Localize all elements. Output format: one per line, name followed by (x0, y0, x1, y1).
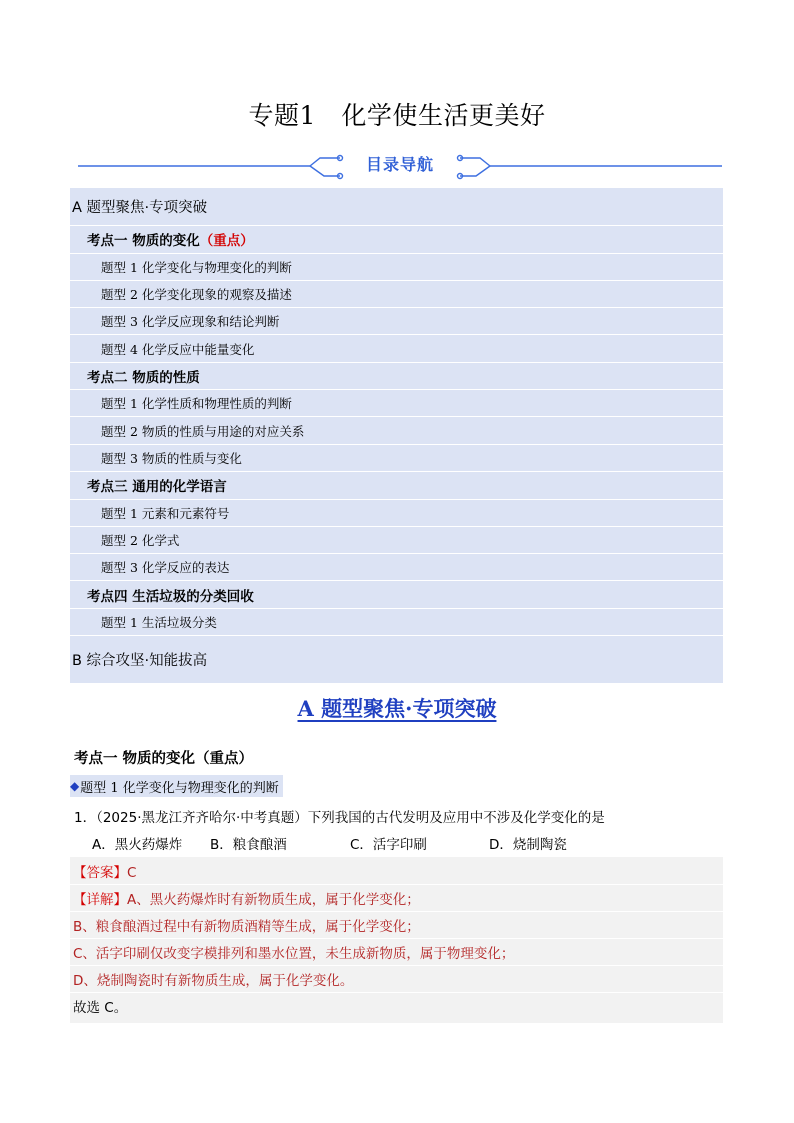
toc-label: 考点一 物质的变化 (87, 233, 200, 250)
toc-tixing[interactable] (70, 281, 723, 308)
toc-label: 题型 1 生活垃圾分类 (101, 615, 217, 631)
answer-line (73, 861, 136, 881)
toc-kaodian[interactable] (70, 582, 723, 610)
detail-line-a: 【详解】A、黑火药爆炸时有新物质生成，属于化学变化； (73, 892, 420, 908)
toc-label: 题型 1 元素和元素符号 (101, 505, 230, 521)
toc-label: 考点四 生活垃圾的分类回收 (87, 588, 254, 605)
toc-label: 题型 1 化学变化与物理变化的判断 (101, 259, 292, 275)
toc-label: 考点二 物质的性质 (87, 369, 200, 386)
option-c: C．活字印刷 (350, 837, 427, 853)
tixing-text: 题型 1 化学变化与物理变化的判断 (80, 780, 279, 796)
toc-tixing[interactable] (70, 500, 723, 527)
diamond-icon: ◆ (70, 779, 80, 793)
toc-section[interactable] (70, 188, 723, 226)
toc-label: B 综合攻坚·知能拔高 (72, 653, 208, 670)
toc-tixing[interactable] (70, 254, 723, 281)
toc-tixing[interactable] (70, 609, 723, 636)
toc-tixing[interactable] (70, 418, 723, 445)
toc-kaodian[interactable] (70, 226, 723, 254)
option-b: B．粮食酿酒 (210, 837, 287, 853)
question-text: 1．（2025·黑龙江齐齐哈尔·中考真题）下列我国的古代发明及应用中不涉及化学变化的是 (74, 810, 605, 826)
toc-section[interactable] (70, 636, 723, 684)
toc-kaodian[interactable] (70, 472, 723, 500)
toc-tixing[interactable] (70, 335, 723, 362)
table-of-contents (70, 188, 723, 684)
toc-highlight: （重点） (199, 233, 254, 250)
toc-label: 考点三 通用的化学语言 (87, 479, 227, 496)
toc-label: 题型 3 物质的性质与变化 (101, 450, 242, 466)
toc-tixing[interactable] (70, 308, 723, 335)
detail-line-d: D、烧制陶瓷时有新物质生成，属于化学变化。 (73, 973, 354, 989)
detail-line-b: B、粮食酿酒过程中有新物质酒精等生成，属于化学变化； (73, 919, 420, 935)
kaodian-heading: 考点一 物质的变化（重点） (74, 751, 254, 767)
answer-box (70, 857, 723, 1023)
toc-label: 题型 2 物质的性质与用途的对应关系 (101, 423, 305, 439)
toc-tixing[interactable] (70, 554, 723, 581)
toc-label: A 题型聚焦·专项突破 (72, 200, 208, 216)
detail-tag: 【详解】 (73, 892, 127, 908)
toc-label: 题型 3 化学反应现象和结论判断 (101, 314, 280, 330)
toc-label: 题型 2 化学式 (101, 533, 180, 549)
page-title: 专题1 化学使生活更美好 (248, 101, 546, 130)
answer-tag: 【答案】 (73, 865, 127, 881)
tixing-label (70, 775, 283, 797)
toc-kaodian[interactable] (70, 363, 723, 391)
toc-tixing[interactable] (70, 527, 723, 554)
option-a: A．黑火药爆炸 (92, 837, 183, 853)
banner-label: 目录导航 (365, 155, 434, 174)
section-heading: A 题型聚焦·专项突破 (297, 696, 497, 721)
detail-line-c: C、活字印刷仅改变字模排列和墨水位置，未生成新物质，属于物理变化； (73, 946, 515, 962)
toc-tixing[interactable] (70, 390, 723, 417)
conclusion-line: 故选 C。 (73, 1000, 128, 1016)
option-d: D．烧制陶瓷 (489, 837, 567, 853)
answer-value: C (127, 865, 137, 881)
toc-label: 题型 1 化学性质和物理性质的判断 (101, 396, 292, 412)
toc-banner (78, 148, 722, 184)
toc-label: 题型 3 化学反应的表达 (101, 560, 230, 576)
toc-label: 题型 2 化学变化现象的观察及描述 (101, 286, 292, 302)
toc-tixing[interactable] (70, 445, 723, 472)
toc-label: 题型 4 化学反应中能量变化 (101, 341, 255, 357)
